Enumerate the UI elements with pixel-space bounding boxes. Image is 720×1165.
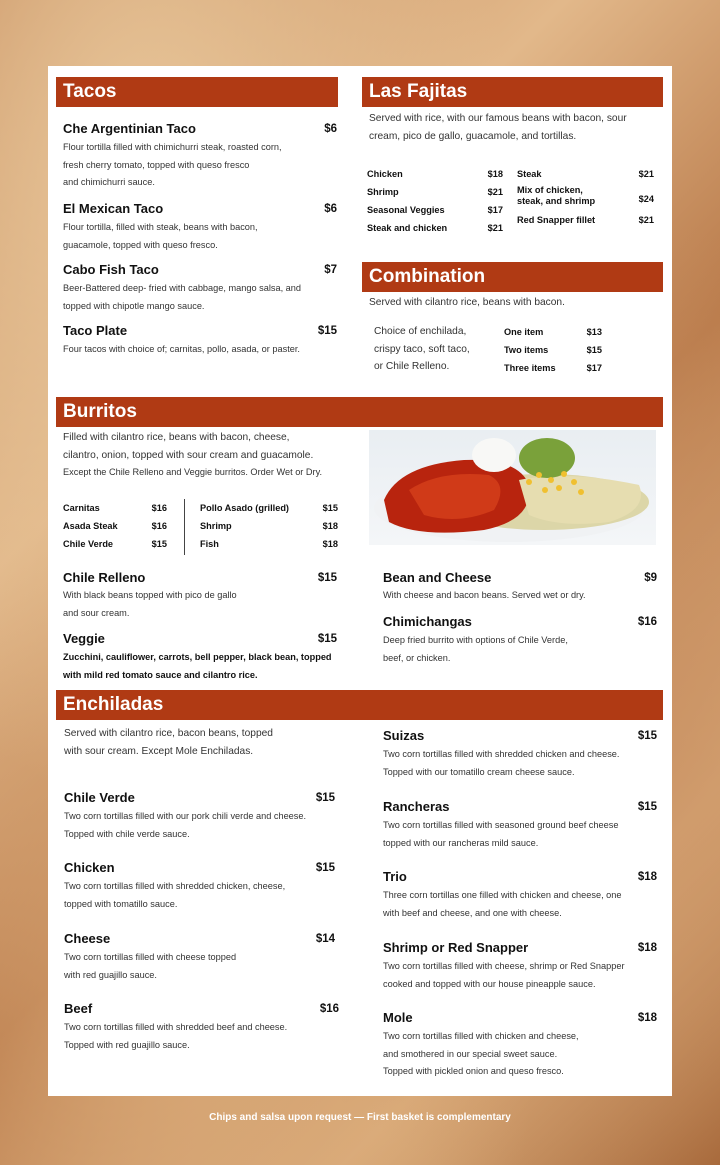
item-desc: Beer-Battered deep- fried with cabbage, mango salsa, and topped with chipotle mango sauce. [63, 283, 302, 311]
item-price: $9 [644, 572, 657, 584]
item-name: Taco Plate [63, 323, 128, 338]
item-desc: Two corn tortillas filled with cheese topped with red guajillo sauce. [64, 952, 237, 980]
combination-choice: Choice of enchilada, crispy taco, soft taco, or Chile Relleno. [374, 326, 470, 372]
item-name: Veggie [63, 631, 105, 646]
item-desc: With cheese and bacon beans. Served wet or dry. [383, 590, 586, 600]
item-name: Chicken [64, 860, 115, 875]
combination-header: Combination [362, 262, 663, 292]
burritos-note: Except the Chile Relleno and Veggie burritos. Order Wet or Dry. [63, 467, 323, 477]
burritos-right-list: Pollo Asado (grilled) $15 Shrimp $18 Fish $18 [200, 503, 338, 549]
item-name: Suizas [383, 728, 425, 743]
item-price: $15 [315, 792, 335, 804]
item-desc: Two corn tortillas filled with shredded chicken and cheese. Topped with our tomatillo cream cheese sauce. [383, 749, 620, 777]
item-desc: Two corn tortillas filled with seasoned ground beef cheese topped with our rancheras mild sauce. [383, 820, 619, 848]
item-price: $18 [637, 871, 657, 883]
item-price: $15 [315, 862, 335, 874]
item-name: Rancheras [383, 799, 450, 814]
fajitas-right-list: Steak $21 Mix of chicken, steak, and shrimp $24 Red Snapper fillet $21 [517, 169, 654, 225]
item-price: $15 [317, 325, 337, 337]
item-price: $7 [324, 264, 337, 276]
item-price: $15 [317, 572, 337, 584]
combination-options: One item $13 Two items $15 Three items $17 [504, 327, 602, 373]
burritos-left-list: Carnitas $16 Asada Steak $16 Chile Verde $15 [63, 503, 167, 549]
item-name: Che Argentinian Taco [63, 121, 196, 136]
item-name: Chimichangas [383, 614, 472, 629]
item-price: $16 [319, 1003, 339, 1015]
item-price: $15 [637, 801, 657, 813]
item-price: $6 [324, 203, 337, 215]
item-desc: Two corn tortillas filled with chicken and cheese, and smothered in our special sweet sauce. Topped with pickled onion and queso fresco. [383, 1031, 579, 1076]
item-price: $6 [324, 123, 337, 135]
enchiladas-intro: Served with cilantro rice, bacon beans, topped with sour cream. Except Mole Enchiladas. [64, 728, 273, 757]
item-name: Chile Verde [64, 790, 135, 805]
item-name: Bean and Cheese [383, 570, 492, 585]
item-name: Cheese [64, 931, 111, 946]
item-desc: Three corn tortillas one filled with chicken and cheese, one with beef and cheese, and one with cheese. [383, 890, 622, 918]
item-desc: Four tacos with choice of; carnitas, pollo, asada, or paster. [63, 344, 300, 354]
item-price: $18 [637, 942, 657, 954]
item-desc: Two corn tortillas filled with shredded beef and cheese. Topped with red guajillo sauce. [64, 1022, 288, 1050]
combination-intro: Served with cilantro rice, beans with bacon. [369, 297, 565, 308]
item-price: $14 [315, 933, 335, 945]
item-name: Trio [383, 869, 407, 884]
item-price: $15 [317, 633, 337, 645]
item-price: $15 [637, 730, 657, 742]
item-name: Mole [383, 1010, 413, 1025]
fajitas-header: Las Fajitas [362, 77, 663, 107]
fajitas-left-list: Chicken $18 Shrimp $21 Seasonal Veggies $17 Steak and chicken $21 [367, 169, 503, 233]
item-name: Shrimp or Red Snapper [383, 940, 529, 955]
item-desc: With black beans topped with pico de gallo and sour cream. [63, 590, 237, 618]
item-desc: Two corn tortillas filled with cheese, shrimp or Red Snapper cooked and topped with our house pineapple sauce. [383, 961, 625, 989]
item-price: $16 [637, 616, 657, 628]
item-name: El Mexican Taco [63, 201, 164, 216]
item-desc: Flour tortilla, filled with steak, beans with bacon, guacamole, topped with queso fresco. [63, 222, 258, 250]
burritos-header: Burritos [56, 397, 663, 427]
item-desc: Two corn tortillas filled with our pork chili verde and cheese. Topped with chile verde sauce. [64, 811, 307, 839]
tacos-header: Tacos [56, 77, 338, 107]
item-desc: Deep fried burrito with options of Chile Verde, beef, or chicken. [383, 635, 568, 663]
enchiladas-header: Enchiladas [56, 690, 663, 720]
item-name: Chile Relleno [63, 570, 146, 585]
item-name: Beef [64, 1001, 93, 1016]
item-name: Cabo Fish Taco [63, 262, 159, 277]
item-price: $18 [637, 1012, 657, 1024]
item-desc: Zucchini, cauliflower, carrots, bell pepper, black bean, topped with mild red tomato sauce and cilantro rice. [63, 652, 332, 680]
burritos-intro: Filled with cilantro rice, beans with bacon, cheese, cilantro, onion, topped with sour cream and guacamole. [63, 432, 314, 461]
item-desc: Flour tortilla filled with chimichurri steak, roasted corn, fresh cherry tomato, topped with queso fresco and chimichurri sauce. [63, 142, 282, 187]
burrito-illustration [369, 430, 656, 545]
footer-note: Chips and salsa upon request — First basket is complementary [209, 1112, 511, 1123]
item-desc: Two corn tortillas filled with shredded chicken, cheese, topped with tomatillo sauce. [64, 881, 286, 909]
column-divider [184, 499, 185, 555]
burrito-photo [369, 430, 656, 545]
fajitas-intro: Served with rice, with our famous beans with bacon, sour cream, pico de gallo, guacamole, and tortillas. [369, 113, 627, 142]
